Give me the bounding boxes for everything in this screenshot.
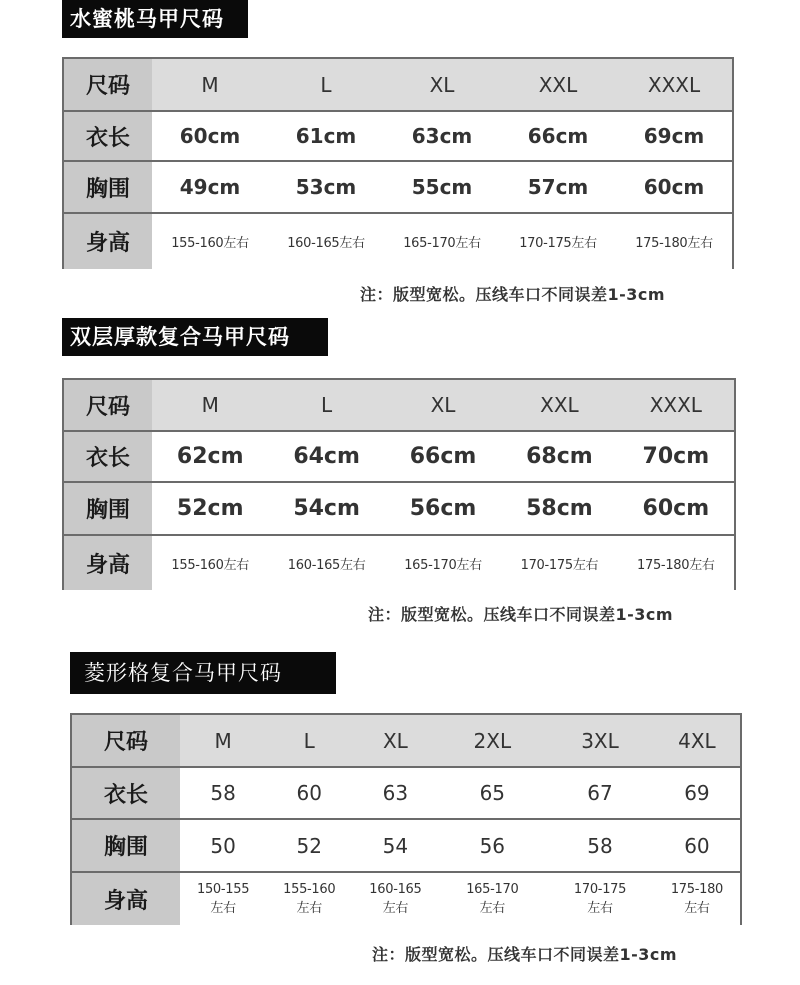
height-suffix: 左右 [210,901,236,916]
height-suffix: 左右 [479,901,506,916]
height-suffix: 左右 [684,901,710,916]
size-cell: XXL [540,393,579,417]
chest-cell: 49cm [179,175,241,199]
chest-cell: 52 [296,833,322,858]
size-table-2 [62,378,736,590]
size-cell: L [320,72,332,97]
table-row-height [64,212,732,269]
size-cell: M [201,393,219,417]
length-cell: 68cm [526,444,593,469]
height-range: 160-165 [369,882,422,897]
row-label-length: 衣长 [72,768,180,818]
chest-cell: 60cm [642,496,710,521]
chest-cell: 58cm [526,496,593,521]
size-cell: XXXL [647,72,701,97]
height-cell: 155-160左右 [171,557,250,573]
size-cell: 4XL [678,728,716,753]
length-cell: 63 [382,781,409,805]
table-row-chest [64,160,732,212]
chest-cell: 54cm [293,496,360,521]
section-3-title: 菱形格复合马甲尺码 [70,652,336,694]
length-cell: 64cm [293,444,360,469]
length-cell: 67 [587,781,613,805]
size-cell: M [201,72,219,97]
height-suffix: 左右 [296,901,322,916]
size-cell: 2XL [473,728,512,753]
height-range: 165-170 [466,882,519,897]
size-cell: XXXL [649,393,702,417]
chest-cell: 60cm [643,175,705,199]
length-cell: 65 [479,781,506,805]
height-cell: 175-180左右 [637,557,715,573]
size-table-1 [62,57,734,269]
sizing-note-2: 注：版型宽松。压线车口不同误差1-3cm [368,605,674,624]
height-range: 175-180 [670,882,724,897]
length-cell: 62cm [176,444,244,469]
table-row-length [64,430,734,481]
row-label-chest: 胸围 [72,820,180,871]
height-cell [352,880,438,918]
size-cell: XL [382,728,408,753]
table-row-chest [64,481,734,534]
size-cell: XXL [538,72,578,97]
table-header-row [72,715,740,766]
length-cell: 63cm [411,124,473,148]
height-cell [546,880,654,918]
height-cell: 170-175左右 [519,236,597,251]
table-header-row [64,59,732,110]
height-range: 150-155 [196,882,250,897]
chest-cell: 58 [587,833,613,858]
section-2-title: 双层厚款复合马甲尺码 [62,318,328,356]
size-cell: L [303,728,315,753]
row-label-length: 衣长 [64,112,152,160]
height-cell [654,880,740,918]
length-cell: 69cm [643,124,705,148]
length-cell: 61cm [295,124,357,148]
size-cell: XL [429,72,455,97]
table-row-chest [72,818,740,871]
height-cell: 160-165左右 [287,557,366,573]
size-cell: M [214,728,232,753]
row-label-height: 身高 [64,214,152,269]
sizing-note-1: 注：版型宽松。压线车口不同误差1-3cm [360,285,666,304]
size-cell: 3XL [581,728,619,753]
chest-cell: 52cm [176,496,244,521]
height-suffix: 左右 [382,901,409,916]
row-label-height: 身高 [64,536,152,590]
length-cell: 66cm [527,124,589,148]
height-cell: 155-160左右 [171,236,249,251]
height-suffix: 左右 [587,901,613,916]
size-cell: L [321,393,333,417]
length-cell: 60 [296,781,322,805]
table-row-length [64,110,732,160]
height-range: 155-160 [283,882,336,897]
chest-cell: 54 [382,833,409,858]
row-label-size: 尺码 [72,715,180,766]
table-row-height [72,871,740,925]
height-cell: 160-165左右 [287,236,365,251]
size-cell: XL [430,393,456,417]
chest-cell: 56cm [409,496,477,521]
sizing-note-3: 注：版型宽松。压线车口不同误差1-3cm [372,945,678,964]
length-cell: 66cm [409,444,477,469]
length-cell: 69 [684,781,710,805]
chest-cell: 50 [210,833,236,858]
height-cell [438,880,546,918]
table-row-length [72,766,740,818]
height-cell: 165-170左右 [404,557,482,573]
height-cell [266,880,352,918]
row-label-size: 尺码 [64,59,152,110]
section-1-title: 水蜜桃马甲尺码 [62,0,248,38]
chest-cell: 55cm [411,175,473,199]
chest-cell: 60 [684,833,710,858]
table-header-row [64,380,734,430]
chest-cell: 53cm [295,175,357,199]
row-label-chest: 胸围 [64,483,152,534]
length-cell: 70cm [642,444,710,469]
row-label-length: 衣长 [64,432,152,481]
row-label-chest: 胸围 [64,162,152,212]
height-cell: 175-180左右 [635,236,713,251]
size-table-3 [70,713,742,925]
length-cell: 58 [210,781,236,805]
height-range: 170-175 [573,882,627,897]
row-label-height: 身高 [72,873,180,925]
row-label-size: 尺码 [64,380,152,430]
length-cell: 60cm [179,124,241,148]
height-cell: 170-175左右 [520,557,599,573]
height-cell [180,880,266,918]
chest-cell: 57cm [527,175,589,199]
chest-cell: 56 [479,833,506,858]
height-cell: 165-170左右 [403,236,481,251]
table-row-height [64,534,734,590]
